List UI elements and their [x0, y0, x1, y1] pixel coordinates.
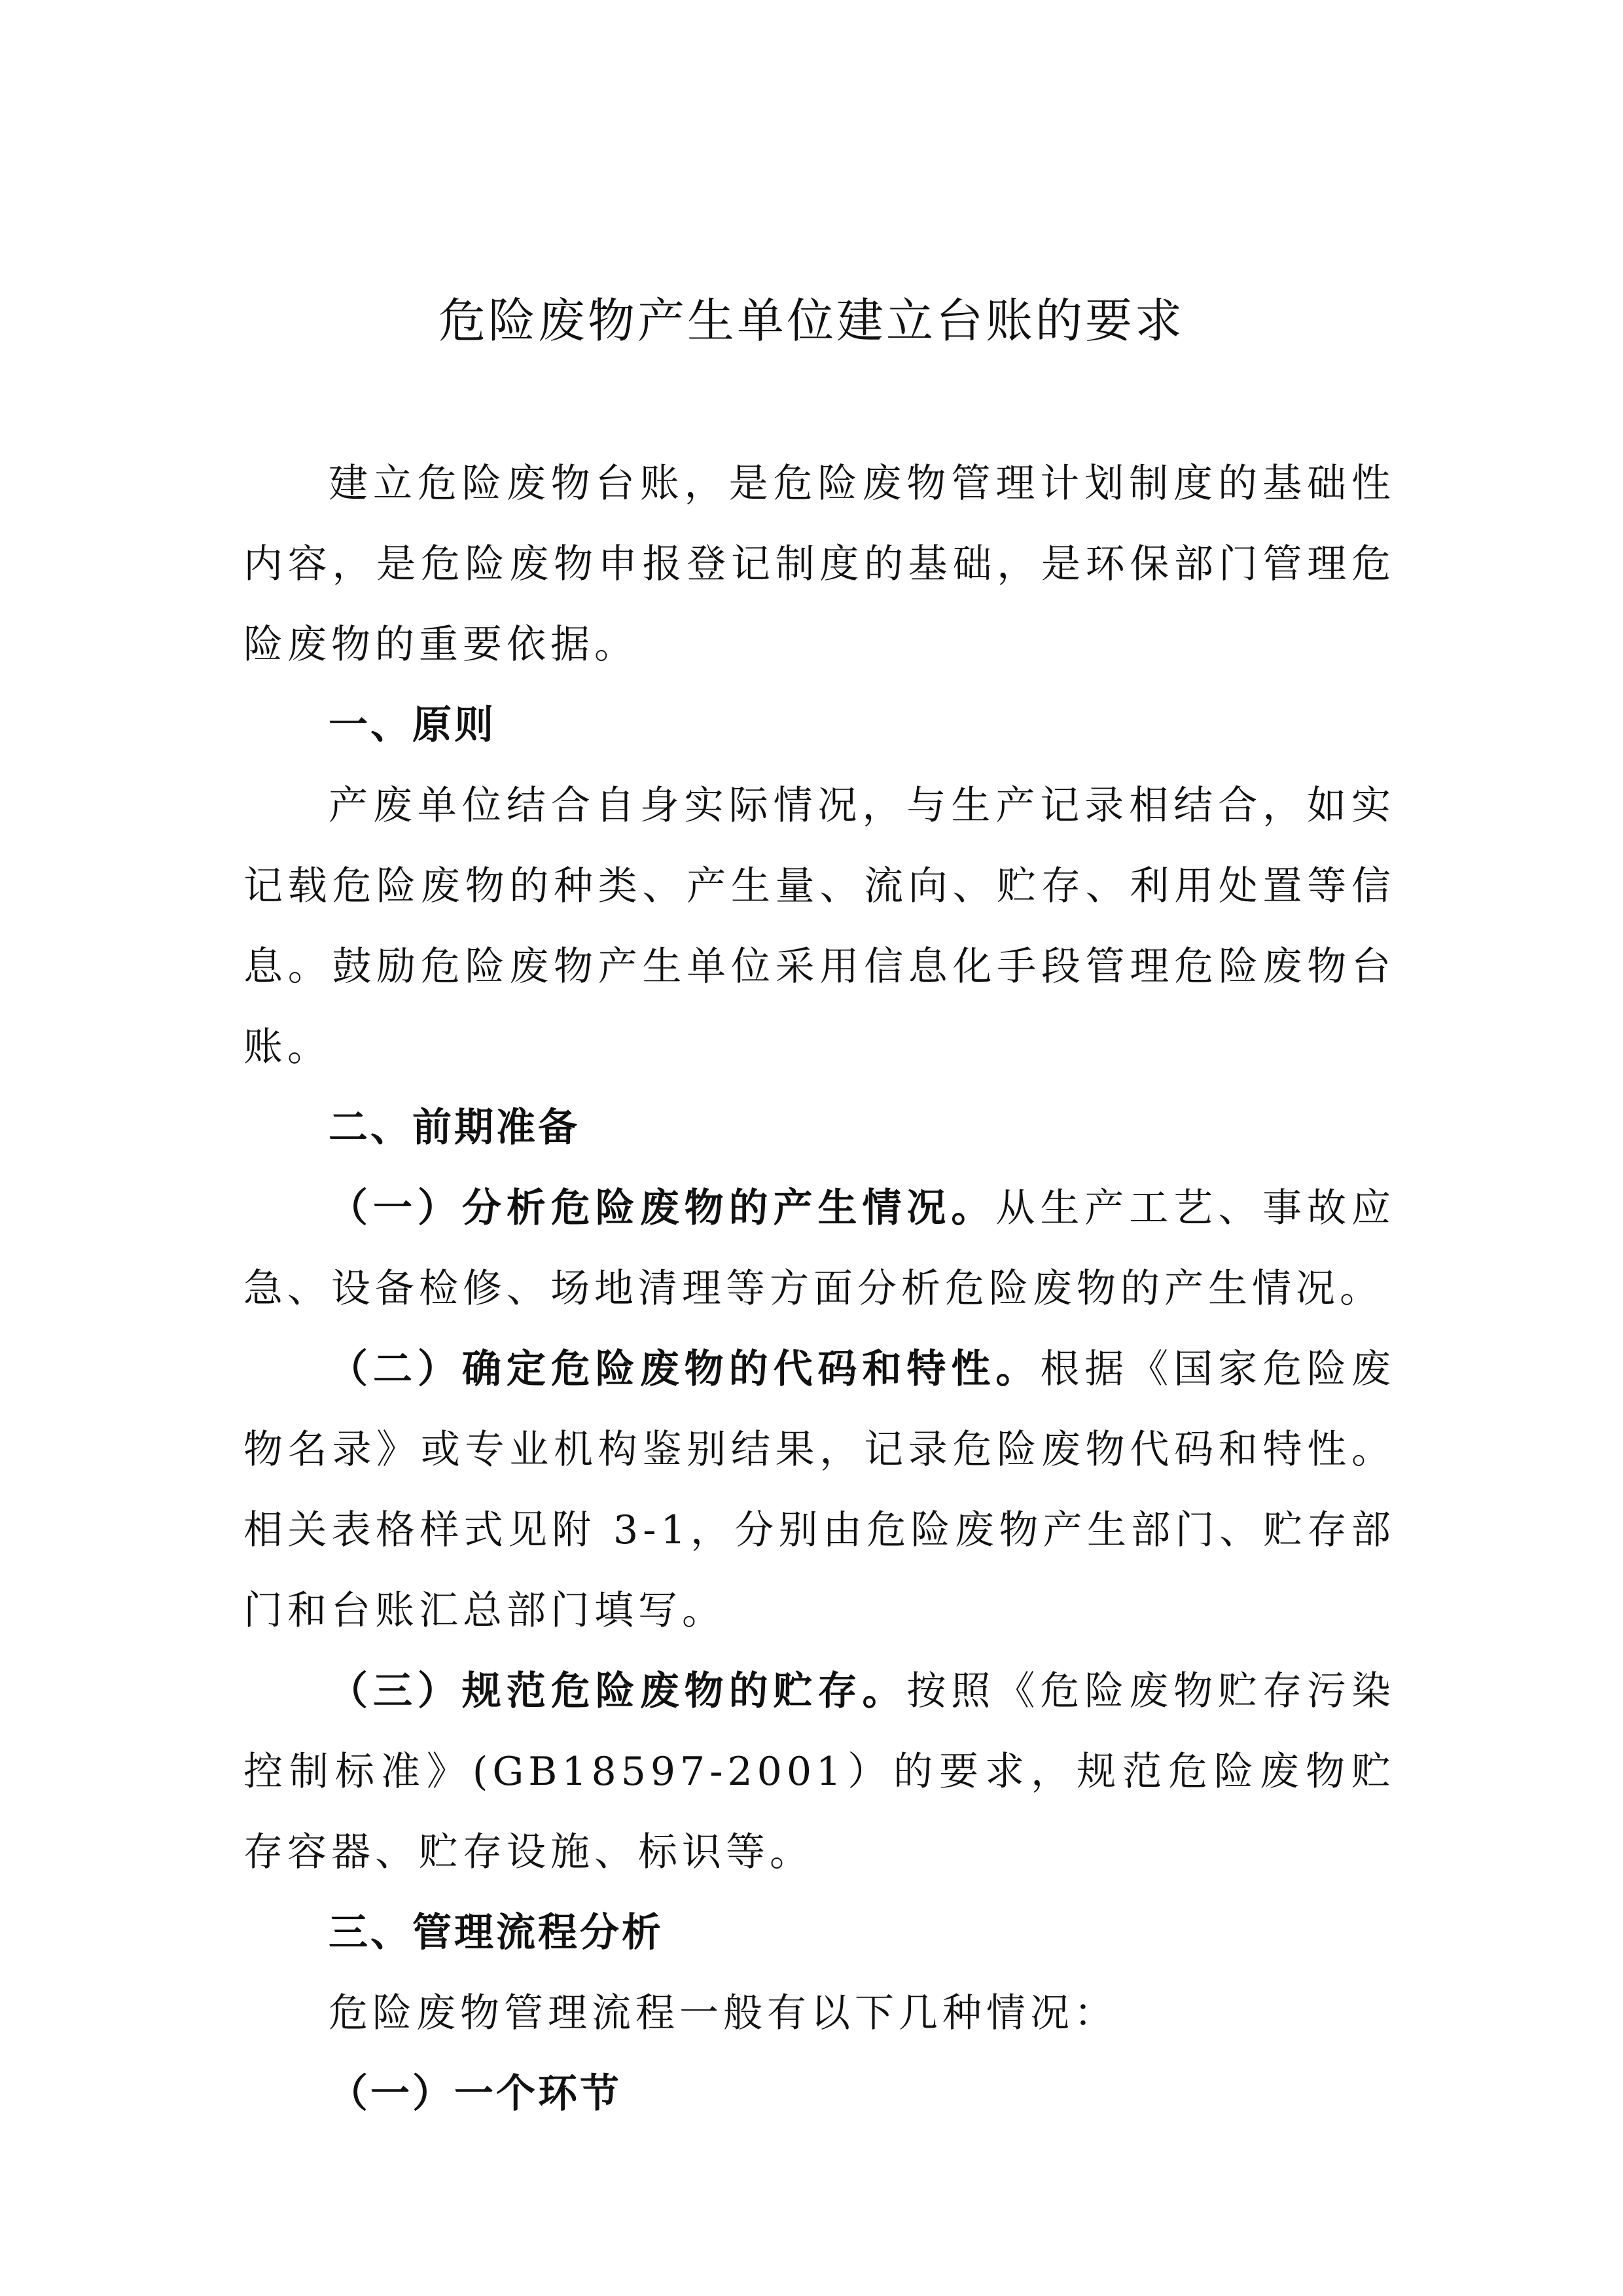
process-paragraph: 危险废物管理流程一般有以下几种情况：: [329, 1990, 1118, 2036]
preparation-item-1: [243, 1168, 1395, 1329]
preparation-item-3: [243, 1651, 1395, 1893]
section-heading-process: 三、管理流程分析: [329, 1910, 664, 1956]
principles-paragraph: 产废单位结合自身实际情况，与生产记录相结合，如实记载危险废物的种类、产生量、流向、贮存、利用处置等信息。鼓励危险废物产生单位采用信息化手段管理危险废物台账。: [243, 783, 1395, 1070]
preparation-item-2: [243, 1329, 1395, 1651]
item-lead: （一）分析危险废物的产生情况。: [329, 1185, 996, 1231]
intro-paragraph: 建立危险废物台账，是危险废物管理计划制度的基础性内容，是危险废物申报登记制度的基础，是环保部门管理危险废物的重要依据。: [243, 461, 1395, 668]
item-text: 从生产工艺、事故应急、设备检修、场地清理等方面分析危险废物的产生情况。: [243, 1185, 1396, 1312]
section-heading-preparation: 二、前期准备: [329, 1105, 580, 1151]
item-lead: （二）确定危险废物的代码和特性。: [329, 1346, 1041, 1392]
item-text: 按照《危险废物贮存污染控制标准》(GB18597-2001）的要求，规范危险废物贮存容器、贮存设施、标识等。: [243, 1668, 1396, 1875]
item-lead: （三）规范危险废物的贮存。: [329, 1668, 907, 1714]
process-subheading: （一）一个环节: [329, 2071, 622, 2117]
document-body: [243, 444, 1395, 2134]
section-heading-principles: 一、原则: [329, 702, 496, 748]
item-text: 根据《国家危险废物名录》或专业机构鉴别结果，记录危险废物代码和特性。相关表格样式见附 3-1，分别由危险废物产生部门、贮存部门和台账汇总部门填写。: [243, 1346, 1396, 1634]
document-title: 危险废物产生单位建立台账的要求: [438, 293, 1185, 348]
